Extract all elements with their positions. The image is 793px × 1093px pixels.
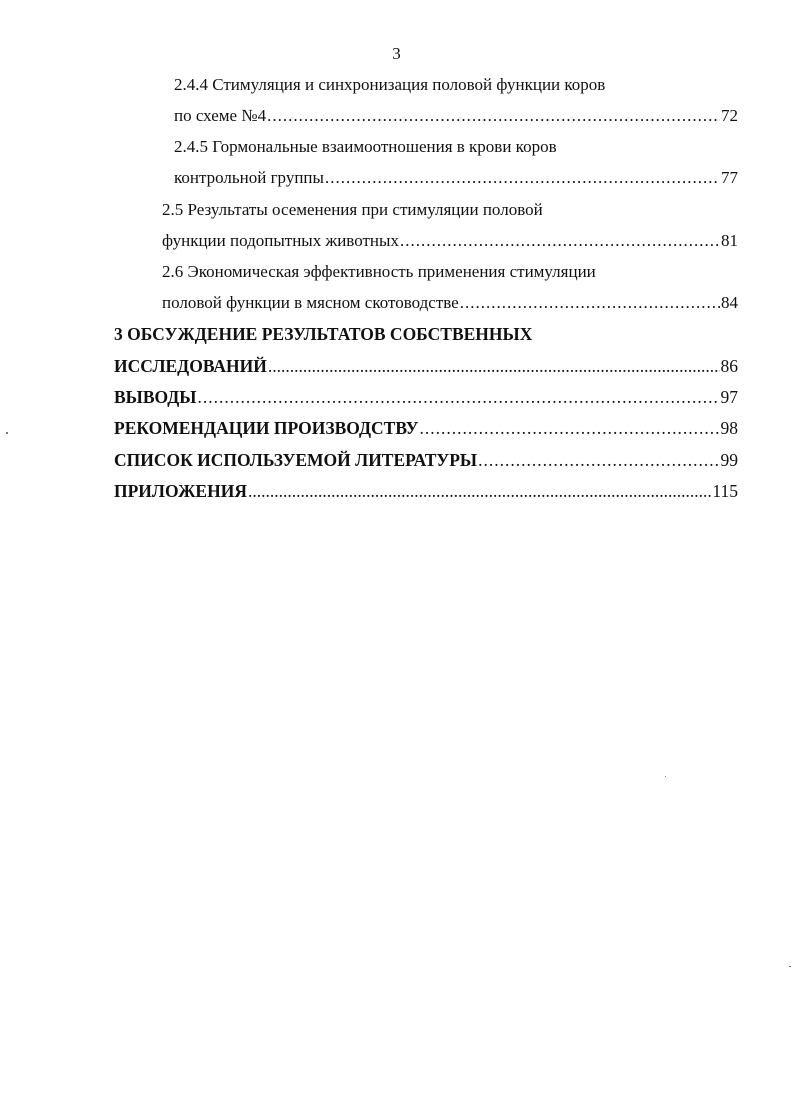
toc-entry-2-5-leader: [162, 228, 738, 254]
toc-page-number: 97: [720, 387, 738, 407]
toc-entry-text: ПРИЛОЖЕНИЯ: [114, 481, 247, 501]
toc-page-number: 77: [721, 168, 738, 187]
toc-entry-recommendations: [114, 415, 738, 441]
toc-entry-appendices: [114, 478, 738, 504]
toc-page-number: 86: [720, 356, 738, 376]
scan-speck: [665, 776, 666, 777]
page-number: 3: [392, 44, 401, 63]
toc-entry-text: 3 ОБСУЖДЕНИЕ РЕЗУЛЬТАТОВ СОБСТВЕННЫХ: [114, 324, 533, 344]
toc-page-number: 99: [720, 450, 738, 470]
dot-leader: [198, 384, 720, 410]
toc-entry-text: 2.5 Результаты осеменения при стимуляции половой: [162, 200, 543, 219]
toc-page-number: 98: [720, 418, 738, 438]
toc-entry-text: 2.4.4 Стимуляция и синхронизация половой функции коров: [174, 75, 606, 94]
toc-entry-text: 2.6 Экономическая эффективность применения стимуляции: [162, 262, 596, 281]
toc-entry-chapter-3-title: [114, 321, 532, 347]
toc-page-number: 84: [721, 293, 738, 312]
toc-entry-2-4-4-leader: [174, 103, 738, 129]
toc-entry-2-4-5-title: [174, 134, 557, 160]
toc-entry-conclusions: [114, 384, 738, 410]
toc-page-number: 72: [721, 106, 738, 125]
toc-entry-2-6-title: [162, 259, 596, 285]
dot-leader: [460, 290, 720, 316]
dot-leader: [419, 415, 719, 441]
toc-entry-text: контрольной группы: [174, 168, 324, 187]
toc-entry-text: ВЫВОДЫ: [114, 387, 197, 407]
dot-leader: [478, 447, 719, 473]
toc-page-number: 115: [712, 481, 738, 501]
toc-entry-text: по схеме №4: [174, 106, 267, 125]
toc-entry-references: [114, 447, 738, 473]
dot-leader: [248, 478, 711, 504]
toc-entry-2-4-5-leader: [174, 165, 738, 191]
toc-entry-chapter-3-leader: [114, 353, 738, 379]
toc-entry-text: СПИСОК ИСПОЛЬЗУЕМОЙ ЛИТЕРАТУРЫ: [114, 450, 478, 470]
toc-entry-text: половой функции в мясном скотоводстве: [162, 293, 459, 312]
toc-entry-2-4-4-title: [174, 72, 605, 98]
scan-speck: [6, 432, 8, 434]
dot-leader: [267, 103, 720, 129]
dot-leader: [325, 165, 720, 191]
toc-entry-text: 2.4.5 Гормональные взаимоотношения в крови коров: [174, 137, 557, 156]
toc-entry-2-5-title: [162, 197, 543, 223]
scan-speck: [789, 966, 791, 967]
toc-entry-text: РЕКОМЕНДАЦИИ ПРОИЗВОДСТВУ: [114, 418, 419, 438]
toc-entry-2-6-leader: [162, 290, 738, 316]
dot-leader: [268, 353, 720, 379]
toc-entry-text: ИССЛЕДОВАНИЙ: [114, 356, 267, 376]
toc-page-number: 81: [721, 231, 738, 250]
toc-entry-text: функции подопытных животных: [162, 231, 399, 250]
dot-leader: [400, 228, 720, 254]
